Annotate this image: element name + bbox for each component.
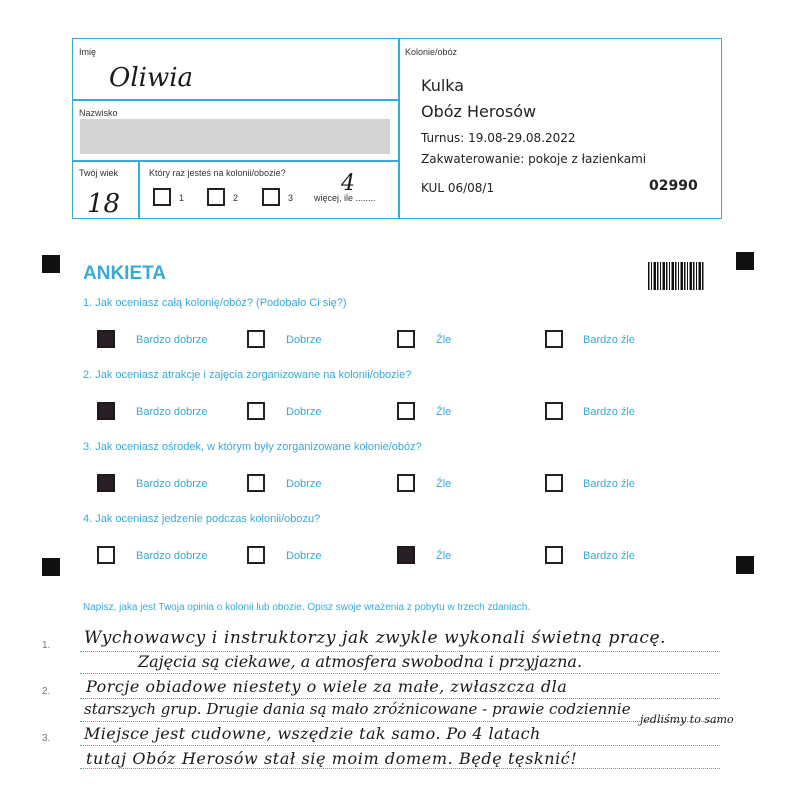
age-value[interactable]: 18 — [87, 189, 121, 219]
question-3-checkbox-2[interactable] — [247, 474, 265, 492]
question-3-checkbox-3[interactable] — [397, 474, 415, 492]
barcode — [648, 262, 704, 290]
question-4-option-label: Bardzo źle — [583, 550, 635, 562]
question-2-text: 2. Jak oceniasz atrakcje i zajęcia zorganizowane na kolonii/obozie? — [83, 369, 412, 381]
answer-line-6[interactable]: tutaj Obóz Herosów stał się moim domem. Będę tęsknić! — [86, 749, 578, 768]
question-1-option-label: Dobrze — [286, 334, 322, 346]
age-label: Twój wiek — [79, 168, 119, 178]
writing-line — [80, 745, 720, 746]
question-3-checkbox-1[interactable] — [97, 474, 115, 492]
question-1-option-label: Bardzo dobrze — [136, 334, 208, 346]
surname-redaction — [80, 119, 390, 154]
camp-name: Kulka — [421, 76, 465, 95]
question-3-option-label: Bardzo dobrze — [136, 478, 208, 490]
more-times-label: więcej, ile ........ — [314, 193, 376, 203]
question-3-option-label: Dobrze — [286, 478, 322, 490]
question-2-option-label: Źle — [436, 406, 452, 418]
question-4-option-label: Dobrze — [286, 550, 322, 562]
question-2-checkbox-4[interactable] — [545, 402, 563, 420]
first-name-label: Imię — [79, 47, 97, 57]
writing-line — [80, 698, 720, 699]
accommodation: Zakwaterowanie: pokoje z łazienkami — [421, 152, 647, 166]
answer-line-1[interactable]: Wychowawcy i instruktorzy jak zwykle wykonali świetną pracę. — [84, 628, 667, 648]
answer-line-5[interactable]: Miejsce jest cudowne, wszędzie tak samo. Po 4 latach — [84, 724, 541, 743]
line-number-2: 2. — [42, 686, 51, 697]
question-1-option-label: Bardzo źle — [583, 334, 635, 346]
writing-line — [80, 721, 720, 722]
question-1-checkbox-4[interactable] — [545, 330, 563, 348]
answer-line-2[interactable]: Zajęcia są ciekawe, a atmosfera swobodna i przyjazna. — [138, 652, 583, 671]
question-3-checkbox-4[interactable] — [545, 474, 563, 492]
question-4-checkbox-4[interactable] — [545, 546, 563, 564]
question-2-checkbox-2[interactable] — [247, 402, 265, 420]
camp-code: KUL 06/08/1 — [421, 181, 495, 195]
question-1-checkbox-2[interactable] — [247, 330, 265, 348]
question-4-option-label: Bardzo dobrze — [136, 550, 208, 562]
question-4-checkbox-1[interactable] — [97, 546, 115, 564]
registration-marker — [42, 558, 60, 576]
form-number: 02990 — [649, 178, 698, 194]
question-4-checkbox-2[interactable] — [247, 546, 265, 564]
line-number-3: 3. — [42, 733, 51, 744]
camp-subname: Obóz Herosów — [421, 102, 537, 121]
registration-marker — [42, 255, 60, 273]
times-label: Który raz jesteś na kolonii/obozie? — [149, 168, 286, 178]
question-4-text: 4. Jak oceniasz jedzenie podczas kolonii/obozu? — [83, 513, 321, 525]
question-4-option-label: Źle — [436, 550, 452, 562]
writing-line — [80, 768, 720, 769]
question-2-option-label: Bardzo źle — [583, 406, 635, 418]
registration-marker — [736, 556, 754, 574]
question-2-checkbox-1[interactable] — [97, 402, 115, 420]
line-number-1: 1. — [42, 640, 51, 651]
question-1-checkbox-3[interactable] — [397, 330, 415, 348]
times-option-3: 3 — [288, 193, 294, 203]
question-3-text: 3. Jak oceniasz ośrodek, w którym były zorganizowane kolonie/obóz? — [83, 441, 422, 453]
answer-line-3[interactable]: Porcje obiadowe niestety o wiele za małe, zwłaszcza dla — [86, 677, 568, 696]
question-1-checkbox-1[interactable] — [97, 330, 115, 348]
times-option-1: 1 — [179, 193, 185, 203]
answer-line-4[interactable]: starszych grup. Drugie dania są mało zróżnicowane - prawie codziennie — [84, 700, 631, 718]
times-checkbox-3[interactable] — [262, 188, 280, 206]
question-2-option-label: Dobrze — [286, 406, 322, 418]
question-3-option-label: Bardzo źle — [583, 478, 635, 490]
survey-title: ANKIETA — [83, 263, 167, 284]
question-4-checkbox-3[interactable] — [397, 546, 415, 564]
question-2-option-label: Bardzo dobrze — [136, 406, 208, 418]
more-times-value[interactable]: 4 — [341, 171, 355, 196]
turnus: Turnus: 19.08-29.08.2022 — [421, 131, 576, 145]
question-2-checkbox-3[interactable] — [397, 402, 415, 420]
writing-line — [80, 673, 720, 674]
times-option-2: 2 — [233, 193, 239, 203]
question-1-text: 1. Jak oceniasz całą kolonię/obóz? (Podobało Ci się?) — [83, 297, 347, 309]
camp-label: Kolonie/obóz — [405, 47, 458, 57]
opinion-prompt: Napisz, jaka jest Twoja opinia o kolonii lub obozie. Opisz swoje wrażenia z pobytu w trzech zdaniach. — [83, 602, 531, 613]
times-checkbox-1[interactable] — [153, 188, 171, 206]
registration-marker — [736, 252, 754, 270]
header-form — [72, 38, 722, 219]
surname-label: Nazwisko — [79, 108, 118, 118]
answer-insert: jedliśmy to samo — [640, 713, 734, 726]
first-name-value[interactable]: Oliwia — [109, 63, 194, 93]
question-3-option-label: Źle — [436, 478, 452, 490]
times-checkbox-2[interactable] — [207, 188, 225, 206]
question-1-option-label: Źle — [436, 334, 452, 346]
